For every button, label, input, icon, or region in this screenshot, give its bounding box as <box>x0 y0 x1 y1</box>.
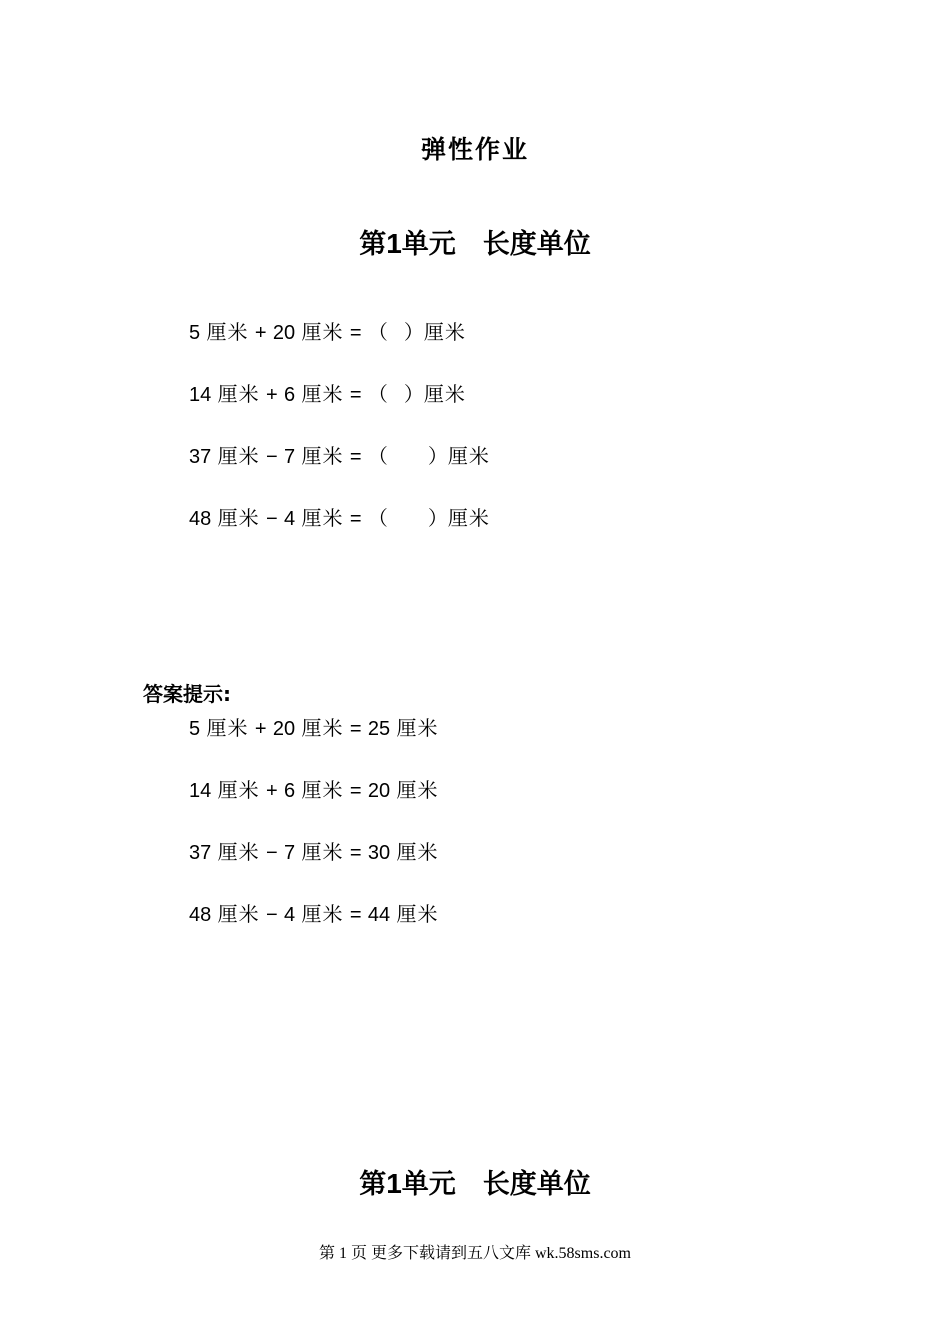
result-value: 30 <box>367 842 391 864</box>
operand-a: 5 <box>189 718 201 740</box>
operator: + <box>254 718 267 740</box>
unit-label: 厘米 <box>206 716 249 740</box>
operand-b: 4 <box>284 904 296 926</box>
operator: − <box>265 842 278 864</box>
result-value: 20 <box>367 780 391 802</box>
unit-label: 厘米 <box>301 778 344 802</box>
problem-row <box>189 318 490 380</box>
result-unit: 厘米 <box>423 320 466 344</box>
blank-close-paren: ） <box>427 444 448 468</box>
operator: − <box>265 508 278 530</box>
operand-a: 37 <box>189 446 212 468</box>
blank-close-paren: ） <box>403 382 424 406</box>
answer-list <box>189 714 439 962</box>
equals-sign: = <box>349 446 362 468</box>
unit-heading-prefix: 第 <box>359 1169 387 1200</box>
unit-number: 1 <box>386 1168 402 1199</box>
unit-label: 厘米 <box>301 382 344 406</box>
operator: + <box>265 384 278 406</box>
equals-sign: = <box>349 508 362 530</box>
problem-list <box>189 318 490 566</box>
unit-label: 厘米 <box>301 840 344 864</box>
unit-label: 厘米 <box>217 840 260 864</box>
operand-a: 14 <box>189 384 212 406</box>
operand-b: 20 <box>272 718 296 740</box>
result-unit: 厘米 <box>423 382 466 406</box>
answer-row <box>189 838 439 900</box>
unit-label: 厘米 <box>217 778 260 802</box>
operator: + <box>254 322 267 344</box>
result-value: 25 <box>367 718 391 740</box>
result-value: 44 <box>367 904 391 926</box>
result-unit: 厘米 <box>396 778 439 802</box>
unit-label: 厘米 <box>217 444 260 468</box>
unit-number: 1 <box>386 228 402 259</box>
operand-b: 7 <box>284 446 296 468</box>
blank-close-paren: ） <box>403 320 424 344</box>
operand-b: 20 <box>272 322 296 344</box>
answer-row <box>189 714 439 776</box>
answers-label: 答案提示: <box>143 682 231 706</box>
operator: − <box>265 446 278 468</box>
unit-label: 厘米 <box>206 320 249 344</box>
blank-open-paren: （ <box>367 506 388 530</box>
result-unit: 厘米 <box>396 716 439 740</box>
result-unit: 厘米 <box>447 506 490 530</box>
operator: − <box>265 904 278 926</box>
page-footer: 第 1 页 更多下载请到五八文库 wk.58sms.com <box>318 1245 631 1262</box>
problem-row <box>189 380 490 442</box>
answer-row <box>189 900 439 962</box>
operand-b: 6 <box>284 780 296 802</box>
result-unit: 厘米 <box>396 902 439 926</box>
problem-row <box>189 504 490 566</box>
unit-heading-repeat <box>0 1162 950 1201</box>
equals-sign: = <box>349 384 362 406</box>
unit-heading-prefix: 第 <box>359 229 387 260</box>
blank-open-paren: （ <box>367 444 388 468</box>
unit-label: 厘米 <box>217 902 260 926</box>
equals-sign: = <box>349 322 362 344</box>
unit-label: 厘米 <box>301 444 344 468</box>
unit-label: 厘米 <box>301 902 344 926</box>
operand-a: 48 <box>189 508 212 530</box>
blank-open-paren: （ <box>367 382 388 406</box>
page-title: 弹性作业 <box>420 135 529 164</box>
unit-heading <box>0 222 950 261</box>
operand-a: 37 <box>189 842 212 864</box>
unit-heading-suffix: 单元 长度单位 <box>401 1169 591 1200</box>
blank-open-paren: （ <box>367 320 388 344</box>
result-unit: 厘米 <box>447 444 490 468</box>
unit-label: 厘米 <box>217 506 260 530</box>
unit-label: 厘米 <box>217 382 260 406</box>
operand-a: 48 <box>189 904 212 926</box>
equals-sign: = <box>349 718 362 740</box>
operand-b: 6 <box>284 384 296 406</box>
equals-sign: = <box>349 904 362 926</box>
operand-b: 4 <box>284 508 296 530</box>
answer-row <box>189 776 439 838</box>
problem-row <box>189 442 490 504</box>
unit-label: 厘米 <box>301 716 344 740</box>
unit-label: 厘米 <box>301 320 344 344</box>
result-unit: 厘米 <box>396 840 439 864</box>
blank-close-paren: ） <box>427 506 448 530</box>
equals-sign: = <box>349 780 362 802</box>
operand-b: 7 <box>284 842 296 864</box>
equals-sign: = <box>349 842 362 864</box>
unit-label: 厘米 <box>301 506 344 530</box>
operand-a: 5 <box>189 322 201 344</box>
operand-a: 14 <box>189 780 212 802</box>
operator: + <box>265 780 278 802</box>
unit-heading-suffix: 单元 长度单位 <box>401 229 591 260</box>
